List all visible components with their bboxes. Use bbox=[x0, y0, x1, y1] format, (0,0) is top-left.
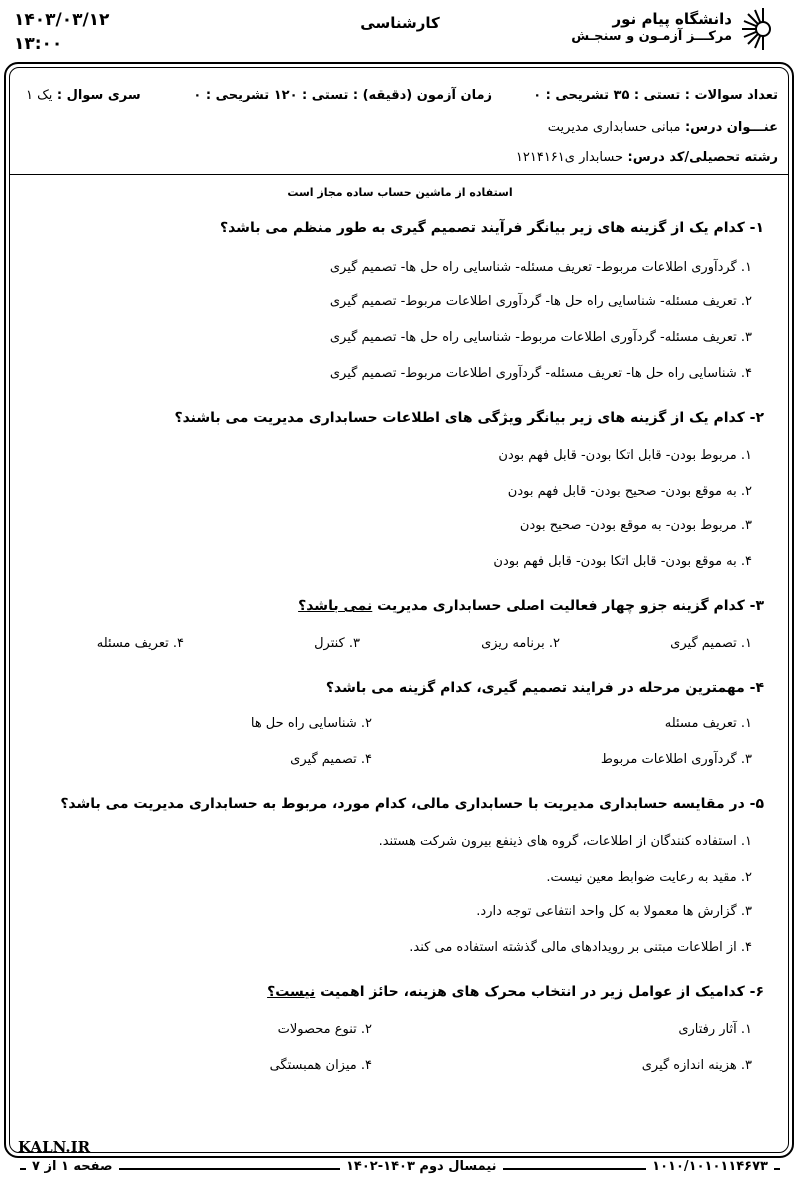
degree-title: کارشناسی bbox=[360, 14, 440, 32]
exam-date: ۱۴۰۳/۰۳/۱۲ bbox=[14, 10, 110, 30]
q2-option-4: ۴. به موقع بودن- قابل اتکا بودن- قابل فهم بودن bbox=[493, 554, 752, 569]
series-info bbox=[26, 88, 141, 103]
q5-option-3: ۳. گزارش ها معمولا به کل واحد انتفاعی توجه دارد. bbox=[476, 904, 752, 919]
question-3-negation: نمی باشد؟ bbox=[298, 598, 373, 614]
q6-option-2: ۲. تنوع محصولات bbox=[277, 1022, 372, 1037]
university-logo bbox=[556, 6, 786, 52]
calculator-note: استفاده از ماشین حساب ساده مجاز است bbox=[287, 186, 513, 199]
q5-option-2: ۲. مقید به رعایت ضوابط معین نیست. bbox=[546, 870, 752, 885]
question-3 bbox=[298, 598, 764, 614]
watermark-text: KALN.IR bbox=[18, 1138, 91, 1156]
exam-duration: زمان آزمون (دقیقه) : تستی : ۱۲۰ تشریحی : ۰ bbox=[193, 88, 492, 103]
question-6 bbox=[267, 984, 764, 1000]
question-3-text: ۳- کدام گزینه جزو چهار فعالیت اصلی حسابداری مدیریت bbox=[372, 598, 764, 614]
q4-option-1: ۱. تعریف مسئله bbox=[664, 716, 752, 731]
q4-option-3: ۳. گردآوری اطلاعات مربوط bbox=[600, 752, 752, 767]
q2-option-2: ۲. به موقع بودن- صحیح بودن- قابل فهم بودن bbox=[507, 484, 752, 499]
field-value: حسابدار ی۱۲۱۴۱۶۱ bbox=[515, 150, 624, 165]
question-1: ۱- کدام یک از گزینه های زیر بیانگر فرآیند تصمیم گیری به طور منظم می باشد؟ bbox=[219, 220, 764, 236]
series-value: یک ۱ bbox=[26, 88, 53, 103]
q3-option-3: ۳. کنترل bbox=[314, 636, 360, 651]
q3-option-2: ۲. برنامه ریزی bbox=[481, 636, 560, 651]
q1-option-3: ۳. تعریف مسئله- گردآوری اطلاعات مربوط- شناسایی راه حل ها- تصمیم گیری bbox=[329, 330, 752, 345]
exam-time: ۱۳:۰۰ bbox=[14, 34, 63, 54]
series-label: سری سوال : bbox=[56, 88, 141, 103]
question-5: ۵- در مقایسه حسابداری مدیریت با حسابداری مالی، کدام مورد، مربوط به حسابداری مدیریت می باشد؟ bbox=[60, 796, 764, 812]
field-code bbox=[516, 150, 778, 165]
q1-option-1: ۱. گردآوری اطلاعات مربوط- تعریف مسئله- شناسایی راه حل ها- تصمیم گیری bbox=[329, 260, 752, 275]
sun-logo-icon bbox=[740, 6, 786, 52]
center-name: مرکـــز آزمـون و سنجـش bbox=[571, 29, 732, 44]
q6-option-4: ۴. میزان همبستگی bbox=[269, 1058, 372, 1073]
course-value: مبانی حسابداری مدیریت bbox=[547, 120, 681, 135]
field-label: رشته تحصیلی/کد درس: bbox=[627, 150, 778, 165]
q1-option-4: ۴. شناسایی راه حل ها- تعریف مسئله- گردآوری اطلاعات مربوط- تصمیم گیری bbox=[329, 366, 752, 381]
question-6-negation: نیست؟ bbox=[267, 984, 316, 1000]
q1-option-2: ۲. تعریف مسئله- شناسایی راه حل ها- گردآوری اطلاعات مربوط- تصمیم گیری bbox=[329, 294, 752, 309]
page-number: صفحه ۱ از ۷ bbox=[26, 1159, 119, 1174]
info-divider bbox=[9, 174, 789, 175]
logo-text bbox=[571, 10, 732, 46]
semester-label: نیمسال دوم ۱۴۰۳-۱۴۰۲ bbox=[340, 1159, 503, 1174]
question-count: تعداد سوالات : تستی : ۳۵ تشریحی : ۰ bbox=[533, 88, 778, 103]
question-4: ۴- مهمترین مرحله در فرایند تصمیم گیری، کدام گزینه می باشد؟ bbox=[325, 680, 764, 696]
q5-option-4: ۴. از اطلاعات مبتنی بر رویدادهای مالی گذشته استفاده می کند. bbox=[409, 940, 752, 955]
q4-option-4: ۴. تصمیم گیری bbox=[290, 752, 372, 767]
q2-option-1: ۱. مربوط بودن- قابل اتکا بودن- قابل فهم بودن bbox=[498, 448, 752, 463]
q5-option-1: ۱. استفاده کنندگان از اطلاعات، گروه های ذینفع بیرون شرکت هستند. bbox=[378, 834, 752, 849]
q3-option-1: ۱. تصمیم گیری bbox=[670, 636, 752, 651]
question-2: ۲- کدام یک از گزینه های زیر بیانگر ویژگی های اطلاعات حسابداری مدیریت می باشند؟ bbox=[174, 410, 764, 426]
q6-option-3: ۳. هزینه اندازه گیری bbox=[641, 1058, 752, 1073]
q2-option-3: ۳. مربوط بودن- به موقع بودن- صحیح بودن bbox=[519, 518, 752, 533]
exam-code: ۱۰۱۰/۱۰۱۰۱۱۴۶۷۳ bbox=[646, 1159, 774, 1174]
q6-option-1: ۱. آثار رفتاری bbox=[678, 1022, 752, 1037]
course-title bbox=[548, 120, 778, 135]
course-label: عنـــوان درس: bbox=[684, 120, 778, 135]
q3-option-4: ۴. تعریف مسئله bbox=[96, 636, 184, 651]
university-name: دانشگاه پیام نور bbox=[612, 10, 732, 28]
exam-header bbox=[0, 0, 800, 60]
question-6-text: ۶- کدامیک از عوامل زیر در انتخاب محرک های هزینه، حائز اهمیت bbox=[315, 984, 764, 1000]
q4-option-2: ۲. شناسایی راه حل ها bbox=[250, 716, 372, 731]
